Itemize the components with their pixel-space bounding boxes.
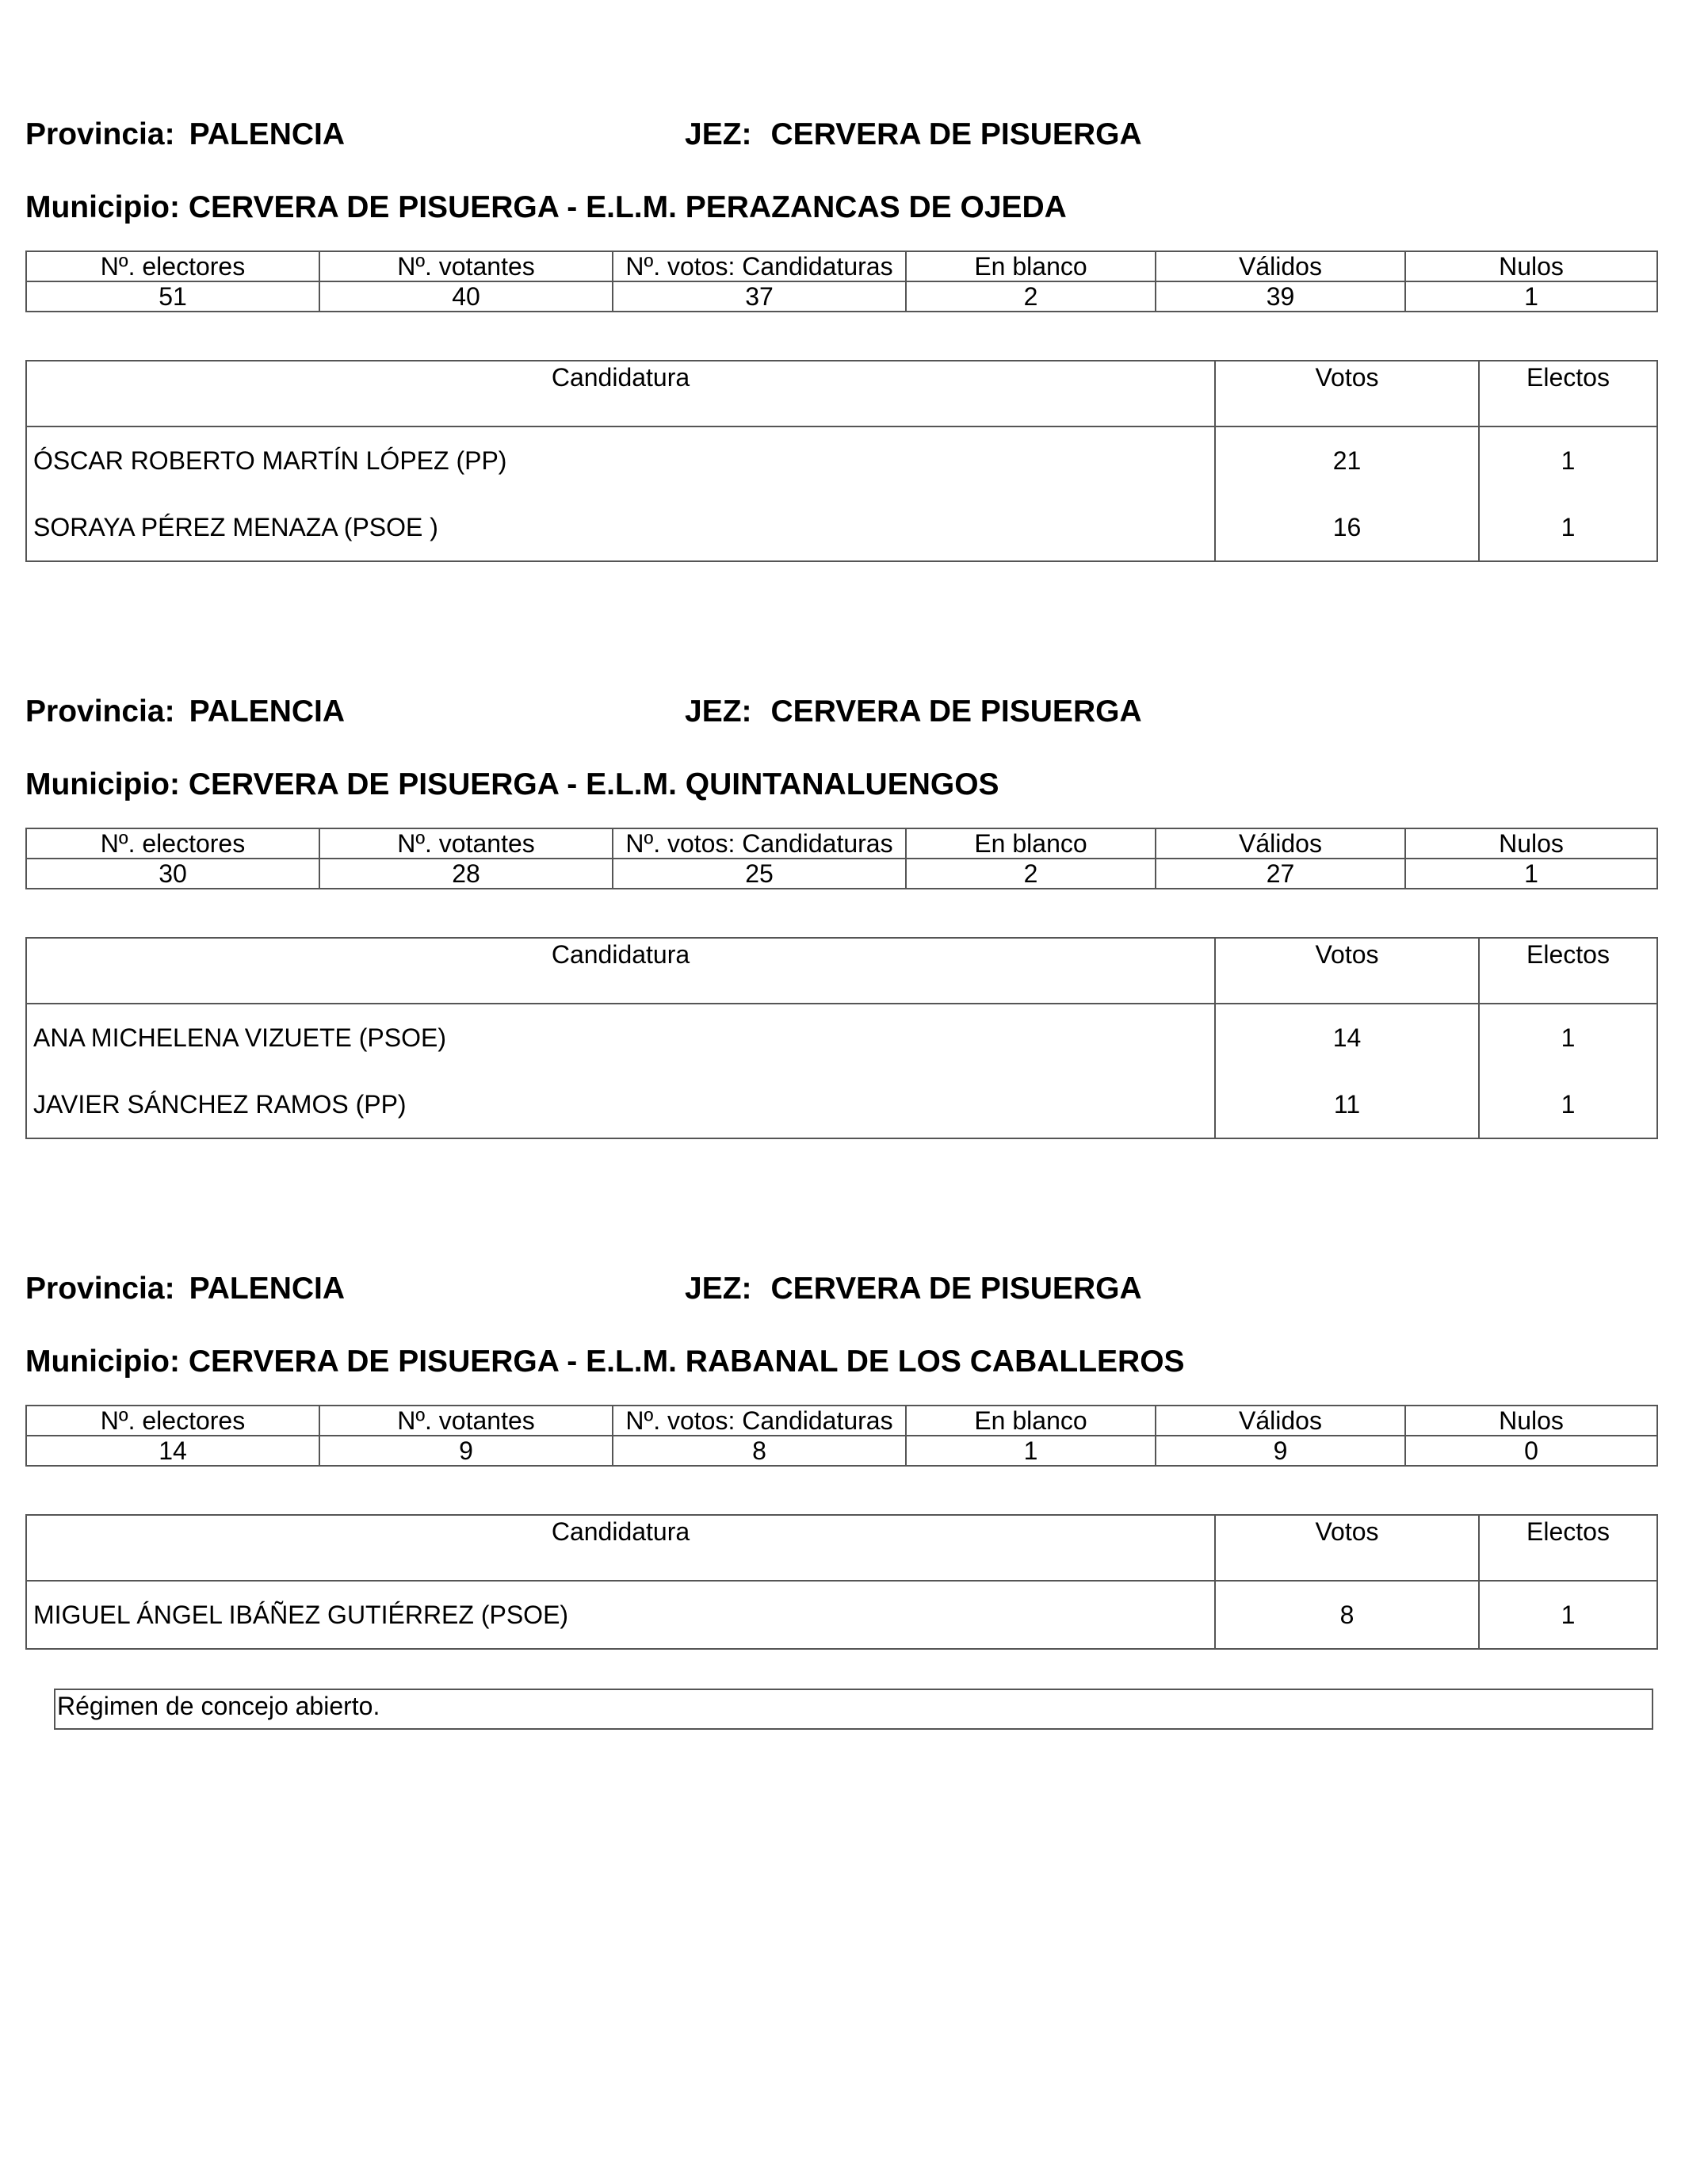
- stat-value: 39: [1156, 281, 1405, 312]
- stat-header: Válidos: [1156, 251, 1405, 281]
- stats-value-row: [26, 859, 1657, 889]
- jez-line: [685, 111, 1142, 159]
- candidate-row: [26, 426, 1657, 494]
- municipio-label: Municipio:: [25, 190, 180, 224]
- candidatura-header: Candidatura: [26, 938, 1215, 1004]
- municipio-value: CERVERA DE PISUERGA - E.L.M. PERAZANCAS DE OJEDA: [188, 190, 1067, 224]
- candidate-votos: 8: [1215, 1581, 1479, 1649]
- stat-value: 1: [1405, 859, 1657, 889]
- municipio-line: [25, 1338, 1185, 1386]
- stat-value: 9: [319, 1436, 613, 1466]
- stat-value: 40: [319, 281, 613, 312]
- stat-value: 25: [613, 859, 906, 889]
- candidates-header-row: [26, 1515, 1657, 1581]
- jez-value: CERVERA DE PISUERGA: [770, 694, 1142, 729]
- candidate-name: JAVIER SÁNCHEZ RAMOS (PP): [26, 1071, 1215, 1138]
- votos-header: Votos: [1215, 938, 1479, 1004]
- electos-header: Electos: [1479, 938, 1657, 1004]
- stat-header: Nº. votos: Candidaturas: [613, 1406, 906, 1436]
- provincia-label: Provincia:: [25, 694, 175, 729]
- candidate-electos: 1: [1479, 1071, 1657, 1138]
- stat-header: Nº. votantes: [319, 828, 613, 859]
- stat-header: En blanco: [906, 251, 1156, 281]
- stat-value: 14: [26, 1436, 319, 1466]
- jez-label: JEZ:: [685, 117, 752, 151]
- provincia-line: [25, 1265, 345, 1313]
- jez-line: [685, 1265, 1142, 1313]
- candidates-table: [25, 360, 1658, 562]
- provincia-line: [25, 111, 345, 159]
- stats-header-row: [26, 828, 1657, 859]
- votos-header: Votos: [1215, 361, 1479, 426]
- stats-value-row: [26, 1436, 1657, 1466]
- jez-label: JEZ:: [685, 694, 752, 729]
- candidate-row: [26, 1071, 1657, 1138]
- candidate-votos: 21: [1215, 426, 1479, 494]
- municipio-label: Municipio:: [25, 767, 180, 801]
- stat-value: 37: [613, 281, 906, 312]
- jez-line: [685, 688, 1142, 736]
- provincia-line: [25, 688, 345, 736]
- stat-value: 30: [26, 859, 319, 889]
- candidate-votos: 11: [1215, 1071, 1479, 1138]
- stats-table: [25, 828, 1658, 889]
- jez-value: CERVERA DE PISUERGA: [770, 117, 1142, 151]
- stat-value: 28: [319, 859, 613, 889]
- jez-label: JEZ:: [685, 1272, 752, 1306]
- votos-header: Votos: [1215, 1515, 1479, 1581]
- stat-header: Nº. electores: [26, 828, 319, 859]
- stat-header: Válidos: [1156, 1406, 1405, 1436]
- jez-value: CERVERA DE PISUERGA: [770, 1272, 1142, 1306]
- municipio-value: CERVERA DE PISUERGA - E.L.M. QUINTANALUENGOS: [188, 767, 999, 801]
- electos-header: Electos: [1479, 361, 1657, 426]
- candidate-votos: 14: [1215, 1004, 1479, 1071]
- candidate-name: ÓSCAR ROBERTO MARTÍN LÓPEZ (PP): [26, 426, 1215, 494]
- electos-header: Electos: [1479, 1515, 1657, 1581]
- provincia-value: PALENCIA: [189, 1272, 346, 1306]
- candidate-electos: 1: [1479, 1581, 1657, 1649]
- candidate-name: ANA MICHELENA VIZUETE (PSOE): [26, 1004, 1215, 1071]
- stat-header: Válidos: [1156, 828, 1405, 859]
- stat-value: 27: [1156, 859, 1405, 889]
- note-box: Régimen de concejo abierto.: [54, 1689, 1653, 1730]
- candidatura-header: Candidatura: [26, 1515, 1215, 1581]
- stat-header: Nº. votantes: [319, 251, 613, 281]
- stats-value-row: [26, 281, 1657, 312]
- candidate-row: [26, 1004, 1657, 1071]
- candidate-row: [26, 494, 1657, 561]
- stat-value: 2: [906, 281, 1156, 312]
- stat-value: 51: [26, 281, 319, 312]
- provincia-value: PALENCIA: [189, 117, 346, 151]
- stat-header: Nº. electores: [26, 1406, 319, 1436]
- provincia-label: Provincia:: [25, 117, 175, 151]
- municipio-line: [25, 184, 1067, 231]
- provincia-label: Provincia:: [25, 1272, 175, 1306]
- stat-value: 9: [1156, 1436, 1405, 1466]
- stat-header: Nulos: [1405, 251, 1657, 281]
- candidates-table: [25, 1514, 1658, 1650]
- candidate-row: [26, 1581, 1657, 1649]
- candidates-header-row: [26, 361, 1657, 426]
- candidate-electos: 1: [1479, 426, 1657, 494]
- candidate-name: SORAYA PÉREZ MENAZA (PSOE ): [26, 494, 1215, 561]
- candidatura-header: Candidatura: [26, 361, 1215, 426]
- stats-header-row: [26, 1406, 1657, 1436]
- provincia-value: PALENCIA: [189, 694, 346, 729]
- stat-header: Nulos: [1405, 1406, 1657, 1436]
- stats-table: [25, 251, 1658, 312]
- stat-value: 1: [906, 1436, 1156, 1466]
- stat-header: Nulos: [1405, 828, 1657, 859]
- stat-value: 1: [1405, 281, 1657, 312]
- candidates-table: [25, 937, 1658, 1139]
- candidate-electos: 1: [1479, 1004, 1657, 1071]
- stat-header: Nº. votos: Candidaturas: [613, 828, 906, 859]
- candidate-electos: 1: [1479, 494, 1657, 561]
- stat-header: Nº. votantes: [319, 1406, 613, 1436]
- stats-table: [25, 1405, 1658, 1467]
- candidates-header-row: [26, 938, 1657, 1004]
- candidate-name: MIGUEL ÁNGEL IBÁÑEZ GUTIÉRREZ (PSOE): [26, 1581, 1215, 1649]
- stat-header: En blanco: [906, 828, 1156, 859]
- stat-header: Nº. votos: Candidaturas: [613, 251, 906, 281]
- stat-value: 2: [906, 859, 1156, 889]
- municipio-label: Municipio:: [25, 1344, 180, 1379]
- stat-header: En blanco: [906, 1406, 1156, 1436]
- stat-value: 8: [613, 1436, 906, 1466]
- candidate-votos: 16: [1215, 494, 1479, 561]
- stats-header-row: [26, 251, 1657, 281]
- municipio-line: [25, 761, 999, 809]
- stat-header: Nº. electores: [26, 251, 319, 281]
- municipio-value: CERVERA DE PISUERGA - E.L.M. RABANAL DE LOS CABALLEROS: [188, 1344, 1185, 1379]
- stat-value: 0: [1405, 1436, 1657, 1466]
